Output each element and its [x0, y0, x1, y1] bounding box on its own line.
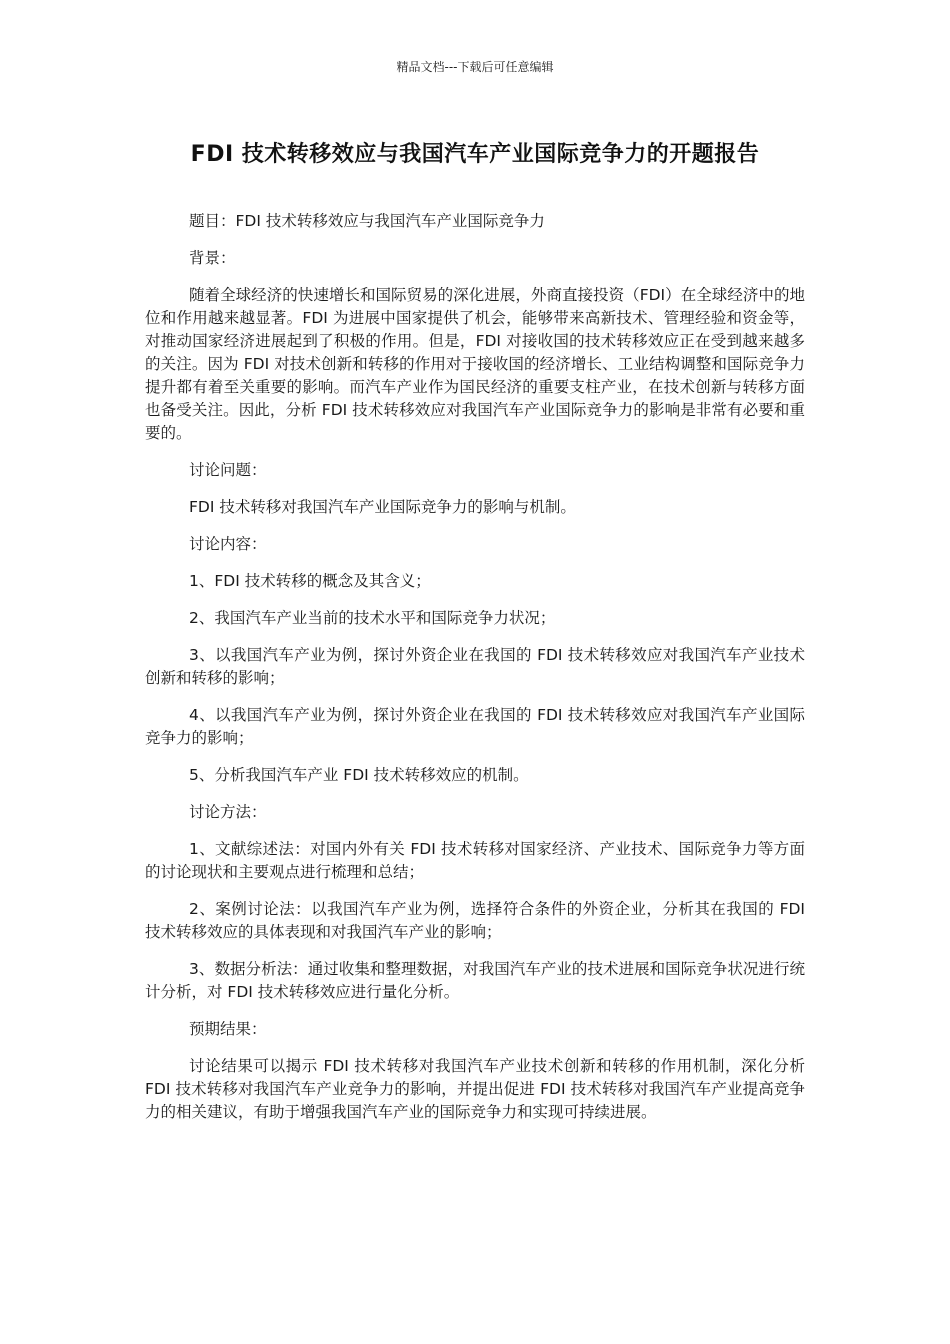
content-item-1: 1、FDI 技术转移的概念及其含义；: [189, 572, 431, 590]
document-body: [145, 210, 805, 1138]
research-method-heading: 讨论方法：: [189, 803, 267, 821]
page-header: 精品文档---下载后可任意编辑: [396, 60, 554, 74]
expected-result-heading: 预期结果：: [189, 1020, 267, 1038]
document-title: FDI 技术转移效应与我国汽车产业国际竞争力的开题报告: [190, 142, 760, 167]
method-item-3: 3、数据分析法：通过收集和整理数据，对我国汽车产业的技术进展和国际竞争状况进行统计分析，对 FDI 技术转移效应进行量化分析。: [145, 960, 805, 1001]
content-item-2: 2、我国汽车产业当前的技术水平和国际竞争力状况；: [189, 609, 556, 627]
method-item-1: 1、文献综述法：对国内外有关 FDI 技术转移对国家经济、产业技术、国际竞争力等方面的讨论现状和主要观点进行梳理和总结；: [145, 840, 805, 881]
background-paragraph: 随着全球经济的快速增长和国际贸易的深化进展，外商直接投资（FDI）在全球经济中的地位和作用越来越显著。FDI 为进展中国家提供了机会，能够带来高新技术、管理经验和资金等，对推动国家经济进展起到了积极的作用。但是，FDI 对接收国的技术转移效应正在受到越来越多的关注。因为 FDI 对技术创新和转移的作用对于接收国的经济增长、工业结构调整和国际竞争力提升都有着至关重要的影响。而汽车产业作为国民经济的重要支柱产业，在技术创新与转移方面也备受关注。因此，分析 FDI 技术转移效应对我国汽车产业国际竞争力的影响是非常有必要和重要的。: [145, 286, 805, 442]
topic-paragraph: 题目：FDI 技术转移效应与我国汽车产业国际竞争力: [189, 212, 545, 230]
content-item-3: 3、以我国汽车产业为例，探讨外资企业在我国的 FDI 技术转移效应对我国汽车产业技术创新和转移的影响；: [145, 646, 805, 687]
research-content-heading: 讨论内容：: [189, 535, 267, 553]
background-heading: 背景：: [189, 249, 236, 267]
research-question-paragraph: FDI 技术转移对我国汽车产业国际竞争力的影响与机制。: [189, 498, 576, 516]
research-question-heading: 讨论问题：: [189, 461, 267, 479]
content-item-5: 5、分析我国汽车产业 FDI 技术转移效应的机制。: [189, 766, 529, 784]
method-item-2: 2、案例讨论法：以我国汽车产业为例，选择符合条件的外资企业，分析其在我国的 FDI 技术转移效应的具体表现和对我国汽车产业的影响；: [145, 900, 805, 941]
content-item-4: 4、以我国汽车产业为例，探讨外资企业在我国的 FDI 技术转移效应对我国汽车产业国际竞争力的影响；: [145, 706, 805, 747]
expected-result-paragraph: 讨论结果可以揭示 FDI 技术转移对我国汽车产业技术创新和转移的作用机制，深化分析 FDI 技术转移对我国汽车产业竞争力的影响，并提出促进 FDI 技术转移对我国汽车产业提高竞争力的相关建议，有助于增强我国汽车产业的国际竞争力和实现可持续进展。: [145, 1057, 805, 1121]
